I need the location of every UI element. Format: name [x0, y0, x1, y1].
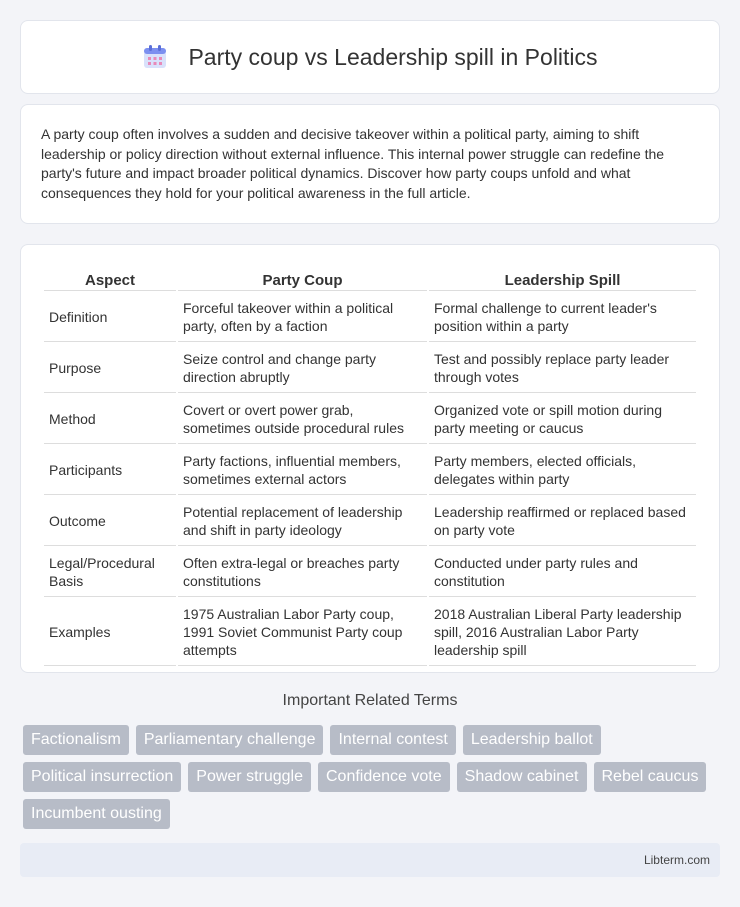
- row-leadership-spill: Conducted under party rules and constitution: [429, 548, 696, 597]
- related-term-tag[interactable]: Factionalism: [23, 725, 129, 755]
- intro-text: A party coup often involves a sudden and decisive takeover within a political party, aiming to shift leadership or policy direction without external influence. This internal power struggle can redefine the party's future and impact broader political dynamics. Discover how party coups unfold and what consequences they hold for your political awareness in the full article.: [41, 126, 665, 201]
- related-terms-list: [23, 725, 723, 829]
- table-row: [44, 446, 696, 495]
- row-leadership-spill: 2018 Australian Liberal Party leadership spill, 2016 Australian Labor Party leadership spill: [429, 599, 696, 666]
- table-row: [44, 548, 696, 597]
- row-leadership-spill: Organized vote or spill motion during party meeting or caucus: [429, 395, 696, 444]
- related-term-tag[interactable]: Rebel caucus: [594, 762, 707, 792]
- row-party-coup: Covert or overt power grab, sometimes outside procedural rules: [178, 395, 427, 444]
- intro-card: [20, 104, 720, 224]
- row-leadership-spill: Party members, elected officials, delegates within party: [429, 446, 696, 495]
- related-term-tag[interactable]: Power struggle: [188, 762, 311, 792]
- row-leadership-spill: Leadership reaffirmed or replaced based on party vote: [429, 497, 696, 546]
- related-term-tag[interactable]: Confidence vote: [318, 762, 450, 792]
- table-header-row: [44, 267, 696, 291]
- row-party-coup: 1975 Australian Labor Party coup, 1991 Soviet Communist Party coup attempts: [178, 599, 427, 666]
- row-aspect: Legal/Procedural Basis: [44, 548, 176, 597]
- row-party-coup: Potential replacement of leadership and shift in party ideology: [178, 497, 427, 546]
- row-aspect: Outcome: [44, 497, 176, 546]
- header-leadership-spill: Leadership Spill: [429, 267, 696, 291]
- related-term-tag[interactable]: Political insurrection: [23, 762, 181, 792]
- related-term-tag[interactable]: Parliamentary challenge: [136, 725, 324, 755]
- row-party-coup: Party factions, influential members, sometimes external actors: [178, 446, 427, 495]
- comparison-table: [42, 265, 698, 668]
- table-row: [44, 344, 696, 393]
- row-aspect: Definition: [44, 293, 176, 342]
- page-title: Party coup vs Leadership spill in Politics: [188, 43, 598, 70]
- table-row: [44, 497, 696, 546]
- table-row: [44, 599, 696, 666]
- related-term-tag[interactable]: Incumbent ousting: [23, 799, 170, 829]
- related-terms-title: Important Related Terms: [282, 692, 458, 709]
- header-party-coup: Party Coup: [178, 267, 427, 291]
- calendar-icon: [142, 44, 168, 70]
- row-leadership-spill: Formal challenge to current leader's position within a party: [429, 293, 696, 342]
- row-aspect: Examples: [44, 599, 176, 666]
- related-term-tag[interactable]: Leadership ballot: [463, 725, 601, 755]
- row-aspect: Method: [44, 395, 176, 444]
- row-aspect: Purpose: [44, 344, 176, 393]
- related-term-tag[interactable]: Shadow cabinet: [457, 762, 587, 792]
- row-leadership-spill: Test and possibly replace party leader through votes: [429, 344, 696, 393]
- row-party-coup: Seize control and change party direction abruptly: [178, 344, 427, 393]
- footer: [20, 843, 720, 877]
- footer-site-link[interactable]: Libterm.com: [643, 853, 710, 867]
- row-party-coup: Often extra-legal or breaches party constitutions: [178, 548, 427, 597]
- title-card: [20, 20, 720, 94]
- row-party-coup: Forceful takeover within a political party, often by a faction: [178, 293, 427, 342]
- header-aspect: Aspect: [44, 267, 176, 291]
- table-row: [44, 395, 696, 444]
- table-row: [44, 293, 696, 342]
- comparison-table-card: [20, 244, 720, 673]
- related-term-tag[interactable]: Internal contest: [330, 725, 455, 755]
- row-aspect: Participants: [44, 446, 176, 495]
